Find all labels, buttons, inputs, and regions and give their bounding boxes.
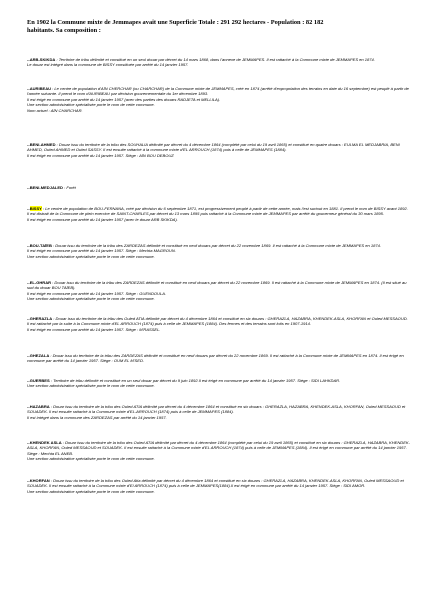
entry-text: : Le centre de population de BOU-FERNANA, créé par décision du 6 septembre 1871, est progressivement peuplé à partir de cette année, mais l'est surtout en 1881. Il prend le nom de BISSY avant 1892. Il est distrait de la Commune de plein exercice de SAINT-CHARLES par décret du 13 mars 1895 puis rattaché à la Commune mixte de JEMMAPES par arrêté du gouverneur général du 30 mars 1895. — [27, 206, 408, 217]
entry-text: : Forêt — [62, 185, 76, 190]
entry-khendek-asla — [27, 440, 410, 462]
entry-khorfan — [27, 478, 410, 494]
highlighted-term: BISSY — [29, 206, 42, 211]
entry-hazabra — [27, 404, 410, 420]
entry-text: : Territoire de tribu délimité et constitué en un seul douar par décret du 9 juin 1892.Il est érigé en commune par arrêté du 14 janvier 1957. Siège : SIDI LAHKDAR. — [49, 378, 341, 383]
entry-note: Une section administrative spécialisée porte le nom de cette commune. — [27, 456, 155, 462]
entry-heading: --EL-GHRAR — [27, 280, 52, 285]
entry-note: Une section administrative spécialisée porte le nom de cette commune. — [27, 102, 155, 108]
entry-heading: --HAZABRA — [27, 404, 50, 409]
entry-text: : Douar issu du territoire de la tribu des Ouled ATIA délimité par décret du 4 décembre 1864 et constitué en six douars : GHERAZLA, HAZABRA, KHENDEK-ASLA, KHORFAN, Ouled MESSAOUD et SOUADEK. Il est ensuite rattaché à la Commune mixte d'EL-ARROUCH (1874) puis à celle de JEMMAPES (1884). — [27, 404, 406, 415]
entry-text: : Douar issu du territoire de la tribu des Ouled ATIA délimité par décret du 4 décembre 1864 (complété par celui du 19 avril 1865) et constitué en six douars : GHERAZLA, HAZABRA, KHENDEK-ASLA, KHORFAN, Ouled MESSAOUD et SOUADEK. Il est ensuite rattaché à la Commune mixte d'EL ARROUCH (1874) puis à celle de JEMMAPES (1884). Il est érigé en commune par arrêté du 14 janvier 1957. Siège : Mechta EL ANEB. — [27, 440, 410, 456]
entry-text: : Douar issu du territoire de la tribu des SOUHALIA délimité par décret du 4 décembre 1864 (complété par celui du 19 avril 1865) et constitué en quatre douars : EULMA EL MEDJABRIA, BENI AHMED, Ouled AHMED et Ouled SASSY. Il est ensuite rattaché à la commune mixte d'EL ARROUCH (1874) puis à celle de JEMMAPES (1884). — [27, 142, 400, 153]
entry-note: Le douar est intégré dans la commune de BISSY constituée par arrêté du 14 janvier 1957. — [27, 62, 189, 68]
entry-note: Il est érigé en commune par arrêté du 14 janvier 1957. Siège : AÏN BOU DEBOUZ — [27, 152, 174, 158]
entry-note: Il est érigé en commune par arrêté du 14 janvier 1957 (avec le douar ARB SKIKDA). — [27, 216, 178, 222]
entry-text: : Douar issu du territoire de la tribu des Ouled ATIA délimité par décret du 4 décembre 1864 et constitué en six douars : GHERAZLA, HAZABRA, KHENDEK-ASLA, KHORFAN et Ouled MESSAOUD. Il est rattaché par la suite à la Commune mixte d'EL ARROUCH (1874) puis à celle de JEMMAPES (1884). Des fermes et des terrains sont lotis en 1907-1914. — [27, 316, 408, 327]
entry-guerbes — [27, 378, 410, 389]
entry-el-ghrar — [27, 280, 410, 302]
entry-text: : Douar issu du territoire de la tribu des ZARDEZAS délimité et constitué en neuf douars par décret du 22 novembre 1869. Il est rattaché à la Commune mixte de JEMMAPES en 1874. — [51, 243, 381, 248]
entry-heading: -- — [27, 206, 30, 211]
entry-heading: --KHORFAN — [27, 478, 50, 483]
entry-bissy — [27, 206, 410, 222]
entry-auribeau — [27, 86, 410, 113]
entry-heading: --ARB-SKIKDA — [27, 57, 56, 62]
entry-heading: --GHERAZLA — [27, 316, 53, 321]
entry-note: Une section administrative spécialisée porte le nom de cette commune. — [27, 253, 155, 259]
entry-note: Nom actuel : AÏN CHARCHAR. — [27, 107, 83, 113]
entry-heading: --GUERBES — [27, 378, 50, 383]
entry-text: : Douar issu du territoire de la tribu des ZARDEZAS délimité et constitué en neuf douars par décret du 22 novembre 1869. Il est rattaché à la Commune mixte de JEMMAPES en 1874. (Il est situé au sud du douar BOU TAÏEB). — [27, 280, 407, 291]
entry-heading: --BOU-TAÏEB — [27, 243, 52, 248]
entry-heading: --BENI-MEDJALED — [27, 185, 63, 190]
entry-note: Une section administrative spécialisée porte le nom de cette commune. — [27, 488, 155, 494]
entry-heading: --BENI-AHMED — [27, 142, 56, 147]
entry-heading: --GHEZALA — [27, 353, 50, 358]
entry-text: : Le centre de population d'AÏN CHERCHAR (ou CHARCHAR) de la Commune mixte de JEMMAPES, créé en 1874 (arrêté d'expropriation des terrains en date du 16 septembre) est peuplé à partir de l'année suivante. Il prend le nom d'AURIBEAU par décision gouvernementale du 1er décembre 1893. — [27, 86, 409, 97]
entry-heading: --AURIBEAU — [27, 86, 52, 91]
entry-note: Il est érigé en commune par arrêté du 14 janvier 1957. Siège : GUENDOULA. — [27, 290, 167, 296]
entry-text: : Douar issu du territoire de la tribu des ZARDEZAS délimité et constitué en neuf douars par décret du 22 novembre 1869. Il est rattaché à la Commune mixte de JEMMAPES en 1874. Il est érigé en commune par arrêté du 14 janvier 1957. Siège : OUM EL M'SED. — [27, 353, 404, 364]
entry-ghezala — [27, 353, 410, 364]
entry-arb-skikda — [27, 57, 410, 68]
entry-note: Il est intégré dans la commune des ZARDEZAS par arrêté du 14 janvier 1957. — [27, 414, 167, 420]
entry-note: Une section administrative spécialisée porte le nom de cette commune. — [27, 296, 155, 302]
entry-note: Il est érigé en commune par arrêté du 14 janvier 1957. Siège : Mechta MAGROUN. — [27, 248, 176, 254]
document-title: En 1902 la Commune mixte de Jemmapes avait une Superficie Totale : 291 292 hectares - Population : 82 182 habitants. Sa composition : — [27, 19, 324, 34]
entry-note: Une section administrative spécialisée porte le nom de cette commune. — [27, 383, 155, 389]
entry-note: Il est érigé en commune par arrêté du 14 janvier 1957. Siège : M'RASSEL. — [27, 326, 161, 332]
entry-note: Il est érigé en commune par arrêté du 14 janvier 1957 (avec des parties des douars RADJETA et MELLILA). — [27, 96, 221, 102]
entry-beni-medjaled — [27, 185, 410, 190]
entry-text: : Territoire de tribu délimité et constitué en un seul douar par décret du 14 mars 1868, dans l'annexe de JEMMAPES. Il est rattaché à la Commune mixte de JEMMAPES en 1874. — [55, 57, 375, 62]
entry-heading: --KHENDEK ASLA — [27, 440, 62, 445]
entry-text: : Douar issu du territoire de la tribu des Ouled Atia délimité par décret du 4 décembre 1864 et constitué en six douars : GHERAZLA, HAZABRA, KHENDEK-ASLA, KHORFAN, Ouled MESSAOUD et SOUADEK. Il est ensuite rattaché à la Commune mixte d'El ARROUCH (1874) puis à celle de JEMMAPES(1884).Il est érigé en commune par arrêté du 14 janvier 1957. Siège : SIDI AMOR. — [27, 478, 404, 489]
entry-bou-taieb — [27, 243, 410, 259]
entry-gherazla — [27, 316, 410, 332]
entry-beni-ahmed — [27, 142, 410, 158]
